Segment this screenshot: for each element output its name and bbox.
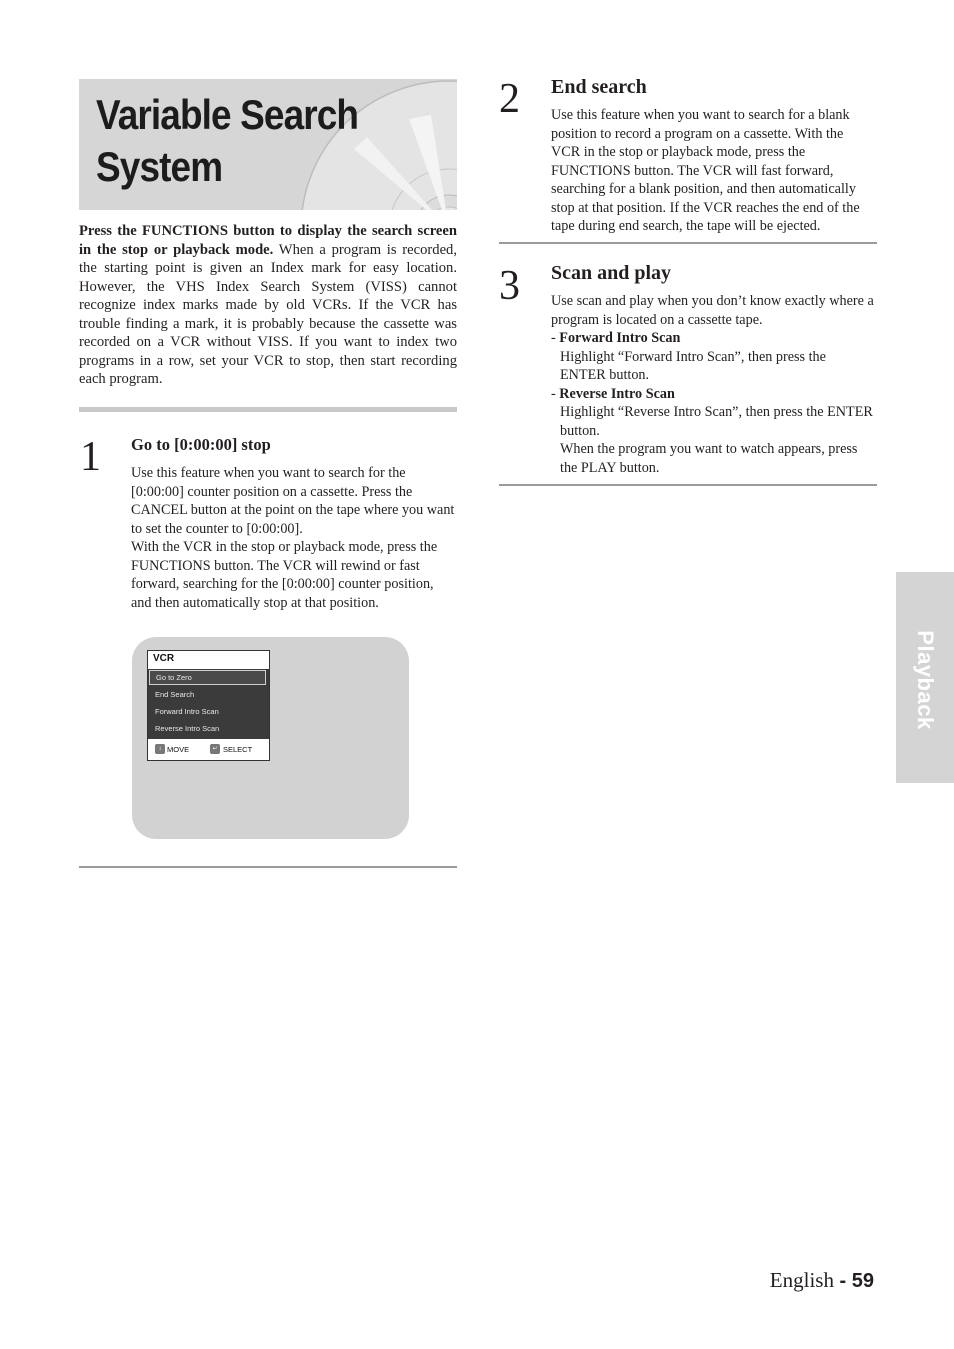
osd-footer [148, 739, 269, 760]
vcr-osd-menu [147, 650, 270, 761]
side-tab-label: Playback [913, 630, 938, 730]
step-1-number: 1 [80, 434, 101, 480]
step-3-number: 3 [499, 263, 520, 309]
dash-1: - [551, 330, 560, 346]
step-1-heading: Go to [0:00:00] stop [131, 435, 271, 454]
osd-select-label: SELECT [223, 745, 253, 754]
osd-menu-list [148, 669, 269, 739]
osd-item-forward-intro-scan[interactable]: Forward Intro Scan [155, 707, 219, 716]
section-divider [79, 407, 457, 412]
osd-item-reverse-intro-scan[interactable]: Reverse Intro Scan [155, 724, 220, 733]
page-footer [770, 1268, 874, 1293]
move-key-icon: ↕ [155, 744, 165, 754]
step-1-body [131, 464, 457, 612]
title-line-2: System [96, 143, 223, 190]
step-2-text-1: Use this feature when you want to search for a blank position to record a program on a cassette. With the VCR in the stop or playback mode, press the FUNCTIONS button. The VCR will fast forward, searching for a blank position, and then automatically stop at that position. If the VCR reaches the end of the tape during end search, the tape will be ejected. [551, 107, 860, 234]
step-3-sub-2-text: Highlight “Reverse Intro Scan”, then press the ENTER button. [560, 404, 873, 439]
step-1-text-2: With the VCR in the stop or playback mode, press the FUNCTIONS button. The VCR will rewind or fast forward, searching for the [0:00:00] counter position, and then automatically stop at that position. [131, 539, 438, 611]
title-banner [79, 79, 457, 210]
step-3-sub-1-text: Highlight “Forward Intro Scan”, then press the ENTER button. [560, 348, 826, 383]
step-3-divider [499, 484, 877, 486]
osd-move-label: MOVE [167, 745, 190, 754]
step-3-text-1: Use scan and play when you don’t know exactly where a program is located on a cassette tape. [551, 293, 874, 328]
step-3-sub-2-title-line [551, 385, 875, 404]
step-3-sub-2-title: Reverse Intro Scan [559, 385, 675, 402]
step-1-text-1: Use this feature when you want to search for the [0:00:00] counter position on a cassette. Press the CANCEL button at the point on the tape where you want to set the counter to [0:00:00]. [131, 465, 455, 537]
footer-separator: - [833, 1270, 852, 1292]
step-3-body [551, 292, 875, 477]
page-number: 59 [851, 1270, 874, 1292]
osd-item-end-search[interactable]: End Search [155, 690, 195, 699]
dash-2: - [551, 385, 560, 402]
footer-language: English [769, 1268, 834, 1292]
step-2-number: 2 [499, 76, 520, 122]
enter-key-icon: ↵ [210, 744, 220, 754]
page-title [96, 89, 358, 193]
step-3-heading: Scan and play [551, 262, 672, 284]
osd-title: VCR [153, 653, 175, 664]
step-3-sub-2-text-2: When the program you want to watch appears, press the PLAY button. [560, 441, 858, 476]
step-2-body [551, 106, 875, 236]
intro-text: When a program is recorded, the starting point is given an Index mark for easy location. However, the VHS Index Search System (VISS) cannot recognize index marks made by old VCRs. If the VCR has trouble finding a mark, it is probably because the cassette was recorded on a VCR without VISS. If you want to index two programs in a row, set your VCR to stop, then start recording each program. [79, 241, 457, 387]
step-3-sub-1-title-line [551, 329, 875, 348]
intro-bold: Press the FUNCTIONS button to display the search screen in the stop or playback mode. [79, 223, 457, 258]
step-1-divider [79, 866, 457, 868]
osd-item-go-to-zero[interactable]: Go to Zero [149, 670, 266, 685]
intro-paragraph [79, 222, 457, 389]
step-2-heading: End search [551, 76, 647, 98]
section-side-tab [896, 572, 954, 783]
step-3-sub-1-title: Forward Intro Scan [559, 330, 681, 346]
step-2-divider [499, 242, 877, 244]
title-line-1: Variable Search [96, 91, 359, 138]
